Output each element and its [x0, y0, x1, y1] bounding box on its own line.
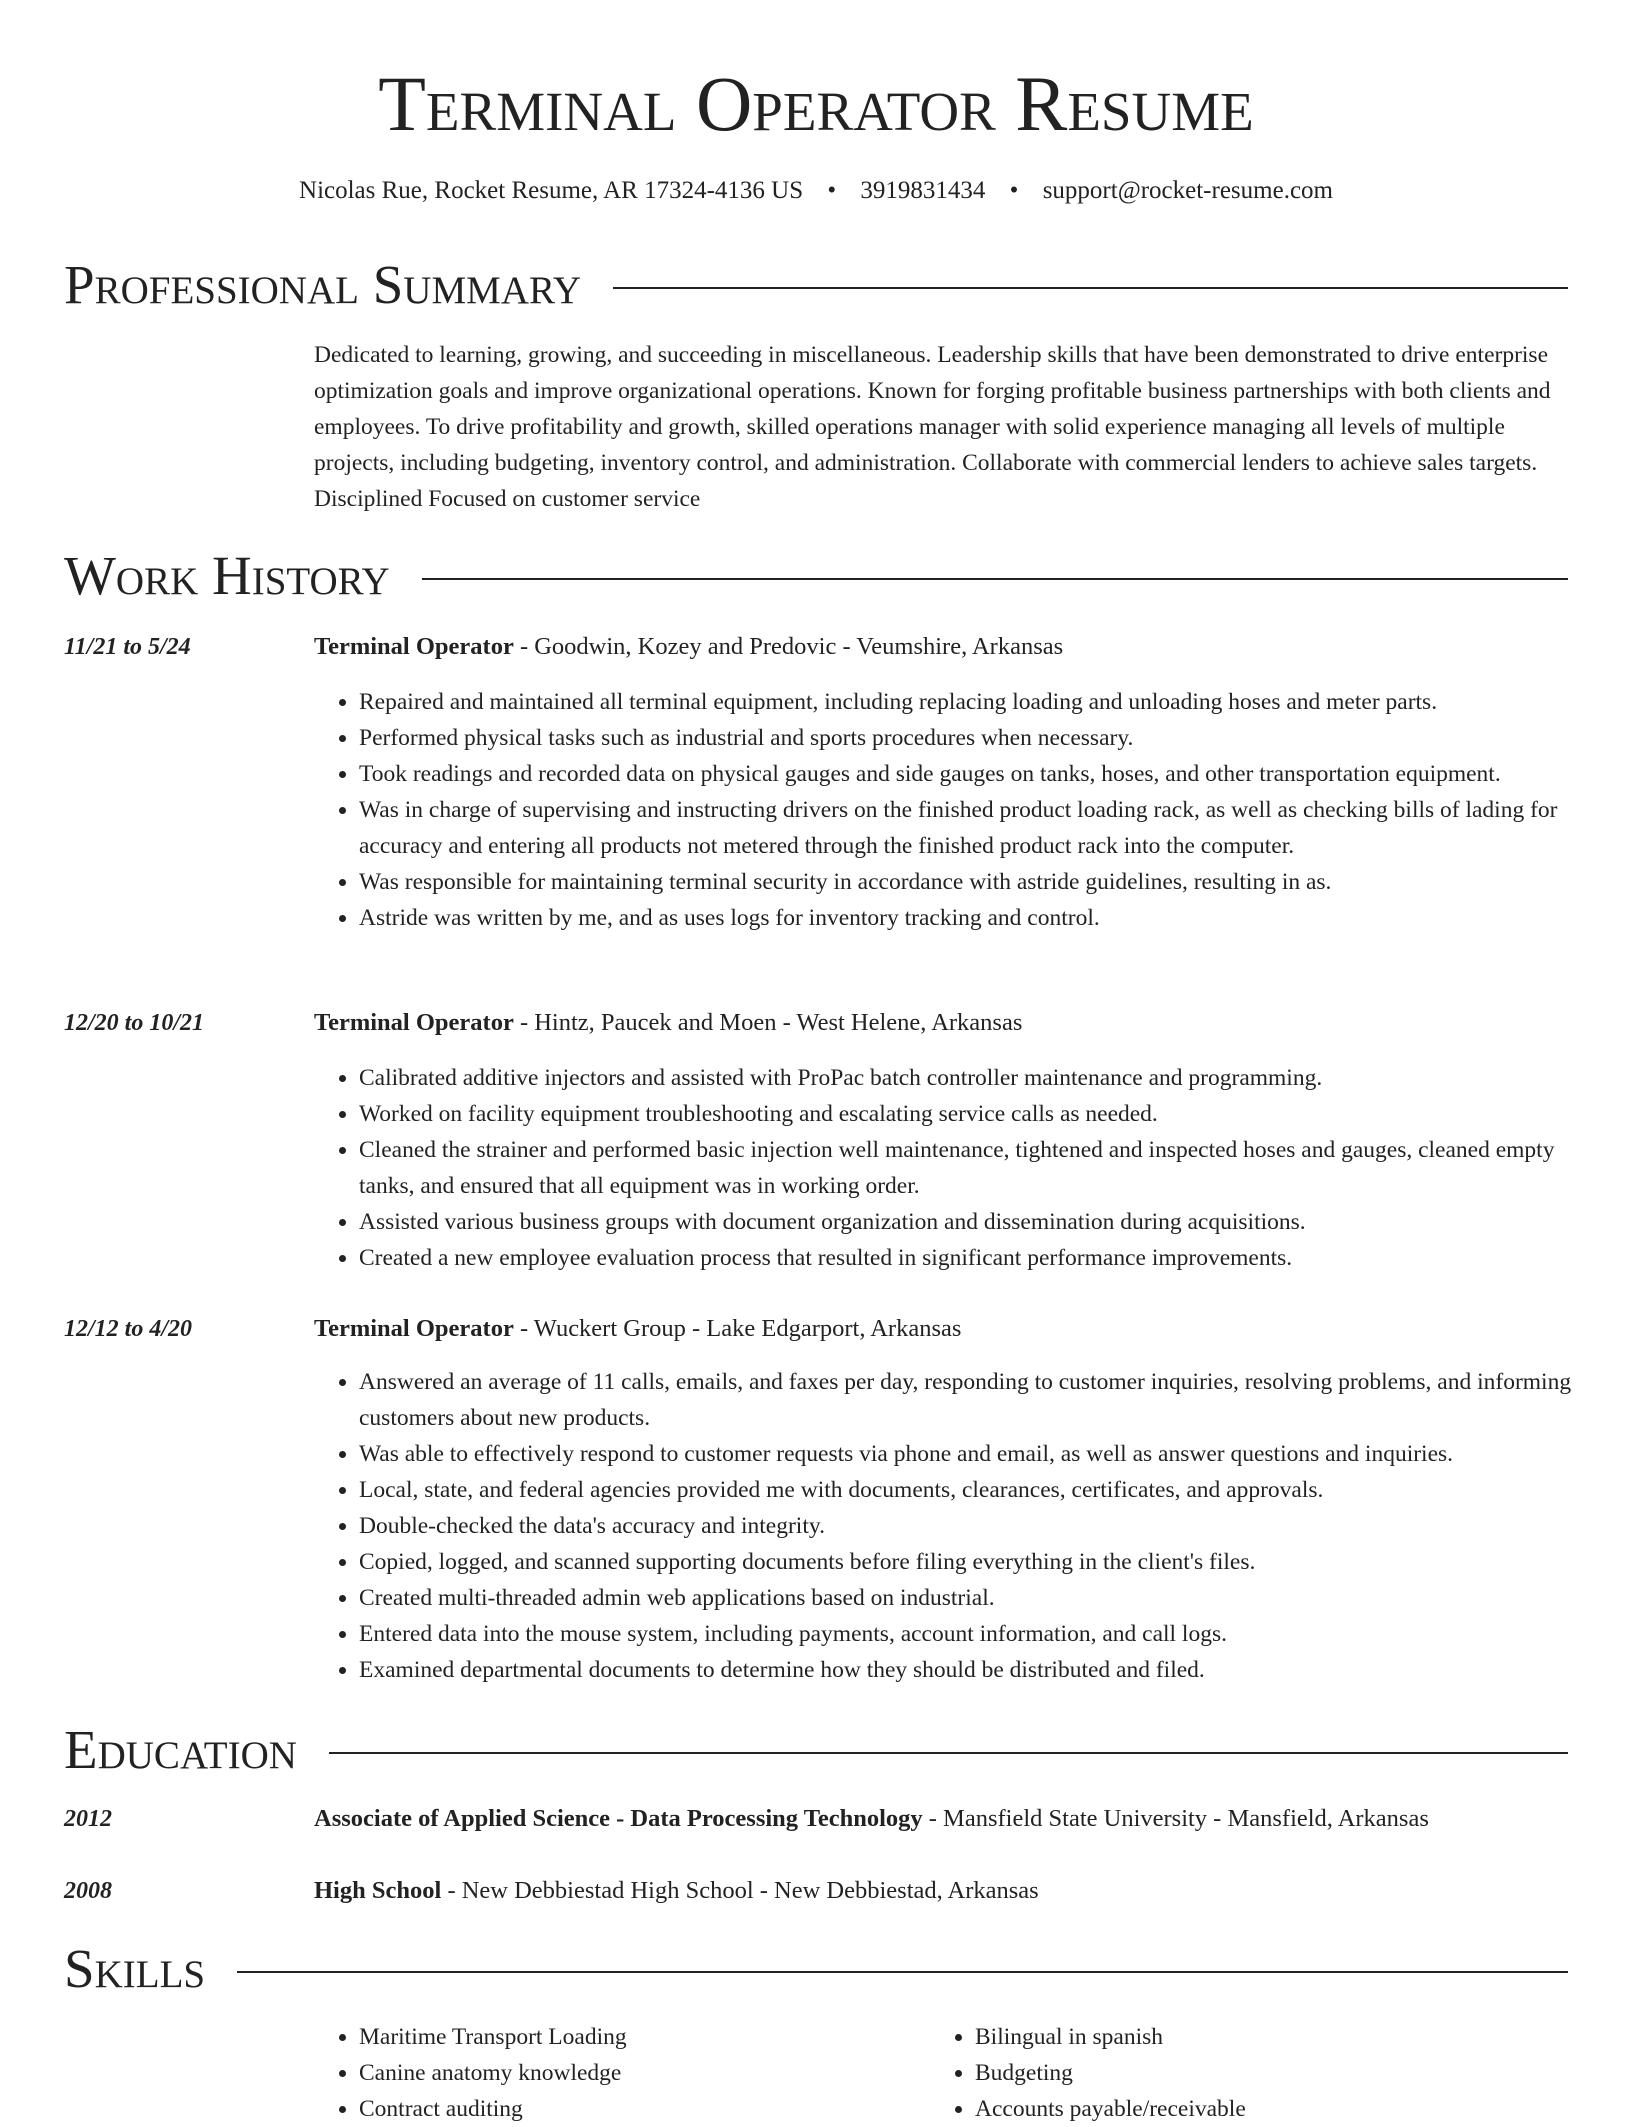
skills-list-right: [930, 2019, 1535, 2127]
list-item: • Created multi-threaded admin web applications based on industrial.: [359, 1580, 1611, 1616]
list-item: • Maritime Transport Loading: [359, 2019, 919, 2055]
section-divider: [613, 287, 1568, 289]
list-item: • Local, state, and federal agencies provided me with documents, clearances, certificates, and approvals.: [359, 1472, 1611, 1508]
list-item: • Answered an average of 11 calls, emails, and faxes per day, responding to customer inquiries, resolving problems, and informing customers about new products.: [359, 1364, 1611, 1436]
education-details: - Mansfield State University - Mansfield, Arkansas: [922, 1805, 1429, 1832]
education-degree: Associate of Applied Science - Data Processing Technology: [314, 1805, 923, 1832]
section-title-skills: Skills: [64, 1938, 206, 1999]
list-item: • Created a new employee evaluation process that resulted in significant performance improvements.: [359, 1240, 1611, 1276]
job-dates: 11/21 to 5/24: [64, 634, 191, 660]
summary-text: Dedicated to learning, growing, and succeeding in miscellaneous. Leadership skills that have been demonstrated to drive enterprise optimization goals and improve organizational operations. Known for forging profitable business partnerships with both clients and employees. To drive profitability and growth, skilled operations manager with solid experience managing all levels of multiple projects, including budgeting, inventory control, and administration. Collaborate with commercial lenders to achieve sales targets. Disciplined Focused on customer service: [314, 342, 1551, 512]
education-details: - New Debbiestad High School - New Debbiestad, Arkansas: [441, 1877, 1039, 1904]
section-header-skills: [64, 1937, 1568, 2001]
job-details: - Wuckert Group - Lake Edgarport, Arkansas: [513, 1315, 962, 1342]
contact-line: [0, 174, 1632, 208]
list-item: • Repaired and maintained all terminal equipment, including replacing loading and unloading hoses and meter parts.: [359, 684, 1611, 720]
education-heading: [314, 1803, 1574, 1835]
section-header-work-history: [64, 544, 1568, 608]
section-divider: [237, 1971, 1568, 1973]
contact-address: Nicolas Rue, Rocket Resume, AR 17324-4136 US: [299, 177, 804, 204]
list-item: • Astride was written by me, and as uses logs for inventory tracking and control.: [359, 900, 1611, 936]
contact-email: support@rocket-resume.com: [1042, 177, 1333, 204]
education-heading: [314, 1875, 1574, 1907]
list-item: • Calibrated additive injectors and assisted with ProPac batch controller maintenance and programming.: [359, 1060, 1611, 1096]
list-item: • Was responsible for maintaining terminal security in accordance with astride guidelines, resulting in as.: [359, 864, 1611, 900]
list-item: • Entered data into the mouse system, including payments, account information, and call logs.: [359, 1616, 1611, 1652]
job-details: - Goodwin, Kozey and Predovic - Veumshire, Arkansas: [513, 633, 1064, 660]
list-item: • Copied, logged, and scanned supporting documents before filing everything in the client's files.: [359, 1544, 1611, 1580]
list-item: • Assisted various business groups with document organization and dissemination during acquisitions.: [359, 1204, 1611, 1240]
list-item: • Was in charge of supervising and instructing drivers on the finished product loading rack, as well as checking bills of lading for accuracy and entering all products not metered through the finished product rack into the computer.: [359, 792, 1611, 864]
job-title: Terminal Operator: [314, 1315, 514, 1342]
section-divider: [329, 1752, 1568, 1754]
contact-separator: •: [1009, 177, 1019, 204]
education-year: 2012: [64, 1806, 112, 1832]
page-title: Terminal Operator Resume: [378, 60, 1254, 147]
list-item: • Bilingual in spanish: [975, 2019, 1535, 2055]
list-item: • Examined departmental documents to determine how they should be distributed and filed.: [359, 1652, 1611, 1688]
section-title-summary: Professional Summary: [64, 254, 582, 315]
job-heading: [314, 631, 1574, 663]
job-bullet-list: [314, 1060, 1611, 1276]
job-details: - Hintz, Paucek and Moen - West Helene, Arkansas: [513, 1009, 1023, 1036]
job-heading: [314, 1313, 1574, 1345]
section-header-summary: [64, 253, 1568, 317]
list-item: • Performed physical tasks such as industrial and sports procedures when necessary.: [359, 720, 1611, 756]
contact-phone: 3919831434: [860, 177, 986, 204]
list-item: • Budgeting: [975, 2055, 1535, 2091]
job-heading: [314, 1007, 1574, 1039]
list-item: • Cleaned the strainer and performed basic injection well maintenance, tightened and inspected hoses and gauges, cleaned empty tanks, and ensured that all equipment was in working order.: [359, 1132, 1611, 1204]
section-divider: [422, 578, 1568, 580]
list-item: • Double-checked the data's accuracy and integrity.: [359, 1508, 1611, 1544]
list-item: • Canine anatomy knowledge: [359, 2055, 919, 2091]
section-title-work-history: Work History: [64, 545, 390, 606]
job-dates: 12/20 to 10/21: [64, 1010, 205, 1036]
job-dates: 12/12 to 4/20: [64, 1316, 193, 1342]
job-title: Terminal Operator: [314, 1009, 514, 1036]
education-degree: High School: [314, 1877, 442, 1904]
list-item: • Took readings and recorded data on physical gauges and side gauges on tanks, hoses, and other transportation equipment.: [359, 756, 1611, 792]
section-title-education: Education: [64, 1719, 297, 1780]
list-item: • Was able to effectively respond to customer requests via phone and email, as well as answer questions and inquiries.: [359, 1436, 1611, 1472]
contact-separator: •: [827, 177, 837, 204]
list-item: • Accounts payable/receivable: [975, 2091, 1535, 2127]
job-bullet-list: [314, 1364, 1611, 1688]
skills-list-left: [314, 2019, 919, 2127]
job-bullet-list: [314, 684, 1611, 936]
list-item: • Contract auditing: [359, 2091, 919, 2127]
education-year: 2008: [64, 1878, 112, 1904]
list-item: • Worked on facility equipment troubleshooting and escalating service calls as needed.: [359, 1096, 1611, 1132]
job-title: Terminal Operator: [314, 633, 514, 660]
section-header-education: [64, 1718, 1568, 1782]
